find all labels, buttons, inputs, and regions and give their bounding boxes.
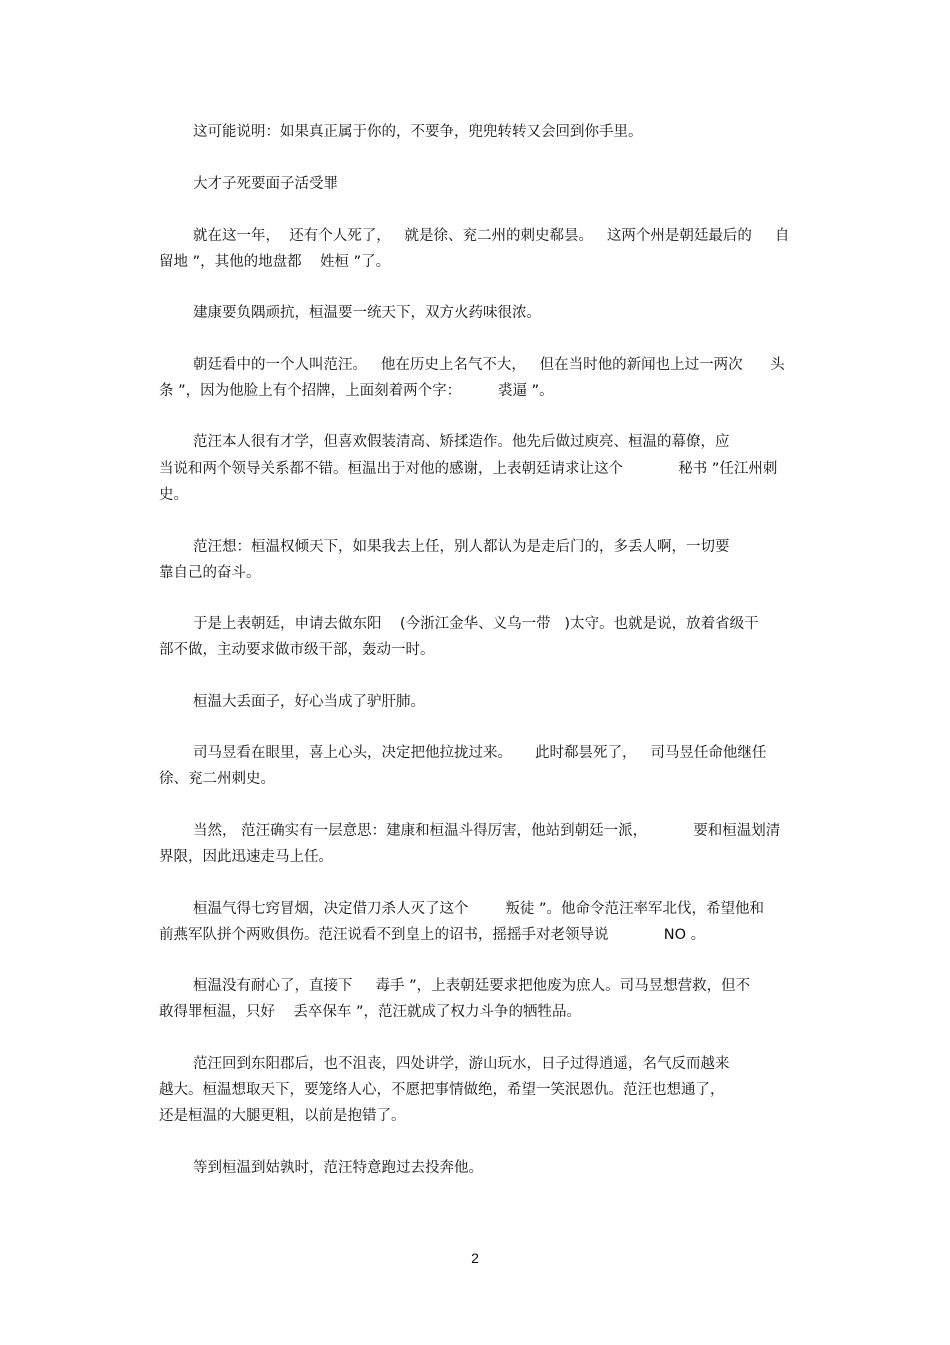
text-line: 越大。桓温想取天下，要笼络人心，不愿把事情做绝，希望一笑泯恩仇。范汪也想通了， (159, 1082, 725, 1098)
text-line: 范汪想：桓温权倾天下，如果我去上任，别人都认为是走后门的，多丢人啊，一切要 (193, 539, 730, 555)
text-line: 敢得罪桓温，只好 丢卒保车 ”，范汪就成了权力斗争的牺牲品。 (159, 1004, 582, 1020)
text-line: 就在这一年， 还有个人死了， 就是徐、兖二州的刺史郗昙。 这两个州是朝廷最后的 自 (193, 228, 790, 244)
text-line: 朝廷看中的一个人叫范汪。 他在历史上名气不大， 但在当时他的新闻也上过一两次 头 (193, 357, 785, 373)
text-line: 范汪回到东阳郡后，也不沮丧，四处讲学，游山玩水，日子过得逍遥，名气反而越来 (193, 1056, 730, 1072)
text-line: 还是桓温的大腿更粗，以前是抱错了。 (159, 1108, 406, 1124)
page-number: 2 (471, 1250, 479, 1266)
text-line: 界限，因此迅速走马上任。 (159, 849, 333, 865)
text-line: 前燕军队拼个两败俱伤。范汪说看不到皇上的诏书，摇摇手对老领导说 NO 。 (159, 927, 706, 943)
text-line: 部不做，主动要求做市级干部，轰动一时。 (159, 642, 435, 658)
text-line: 等到桓温到姑孰时，范汪特意跑过去投奔他。 (193, 1160, 483, 1176)
text-line: 留地 ”，其他的地盘都 姓桓 ”了。 (159, 254, 391, 270)
text-line: 条 ”，因为他脸上有个招牌，上面刻着两个字： 裘逼 ”。 (159, 383, 554, 399)
text-line: 当然， 范汪确实有一层意思：建康和桓温斗得厉害，他站到朝廷一派， 要和桓温划清 (193, 823, 781, 839)
section-heading: 大才子死要面子活受罪 (193, 176, 338, 192)
text-line: 于是上表朝廷，申请去做东阳 (今浙江金华、义乌一带 )太守。也就是说，放着省级干 (193, 616, 759, 632)
text-line: 这可能说明：如果真正属于你的，不要争，兜兜转转又会回到你手里。 (193, 124, 643, 140)
text-line: 当说和两个领导关系都不错。桓温出于对他的感谢，上表朝廷请求让这个 秘书 ”任江州刺 (159, 461, 778, 477)
text-line: 桓温气得七窍冒烟，决定借刀杀人灭了这个 叛徒 ”。他命令范汪率军北伐，希望他和 (193, 901, 764, 917)
text-line: 建康要负隅顽抗，桓温要一统天下，双方火药味很浓。 (193, 305, 541, 321)
text-line: 史。 (159, 487, 188, 503)
text-line: 徐、兖二州刺史。 (159, 771, 275, 787)
text-line: 范汪本人很有才学，但喜欢假装清高、矫揉造作。他先后做过庾亮、桓温的幕僚，应 (193, 434, 730, 450)
text-line: 司马昱看在眼里，喜上心头，决定把他拉拢过来。 此时郗昙死了， 司马昱任命他继任 (193, 745, 767, 761)
text-line: 靠自己的奋斗。 (159, 565, 261, 581)
text-line: 桓温没有耐心了，直接下 毒手 ”，上表朝廷要求把他废为庶人。司马昱想营救，但不 (193, 978, 751, 994)
text-line: 桓温大丢面子，好心当成了驴肝肺。 (193, 694, 425, 710)
